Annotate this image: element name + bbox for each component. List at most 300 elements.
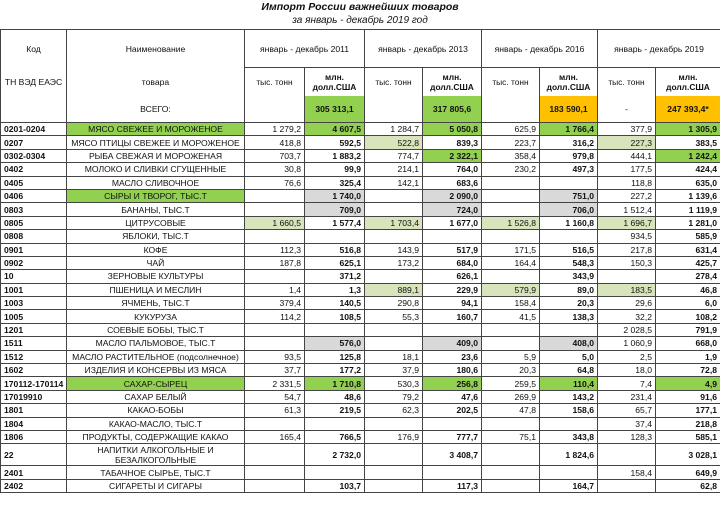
cell-2016-tons: 625,9	[482, 123, 540, 136]
cell-2011-tons: 187,8	[245, 256, 305, 269]
row-name: ЯБЛОКИ, ТЫС.Т	[67, 230, 245, 243]
page-title: Импорт России важнейших товаров	[261, 1, 459, 13]
cell-2019-tons: 150,3	[598, 256, 656, 269]
row-name: ПРОДУКТЫ, СОДЕРЖАЩИЕ КАКАО	[67, 430, 245, 443]
row-code: 1511	[1, 337, 67, 350]
cell-2019-usd: 668,0	[656, 337, 720, 350]
cell-2016-usd: 316,2	[540, 136, 598, 149]
table-row	[1, 256, 720, 269]
cell-2013-tons	[365, 323, 423, 336]
cell-2011-usd: 1 740,0	[305, 189, 365, 202]
total-2016-tons	[482, 96, 540, 123]
row-name: КУКУРУЗА	[67, 310, 245, 323]
cell-2016-tons: 158,4	[482, 297, 540, 310]
cell-2016-tons: 20,3	[482, 364, 540, 377]
cell-2016-usd: 89,0	[540, 283, 598, 296]
cell-2019-usd: 425,7	[656, 256, 720, 269]
table-row	[1, 163, 720, 176]
cell-2019-tons: 32,2	[598, 310, 656, 323]
cell-2019-tons: 444,1	[598, 149, 656, 162]
cell-2013-tons	[365, 270, 423, 283]
cell-2013-tons	[365, 417, 423, 430]
cell-2016-tons: 579,9	[482, 283, 540, 296]
cell-2011-usd	[305, 466, 365, 479]
row-name: МАСЛО РАСТИТЕЛЬНОЕ (подсолнечное)	[67, 350, 245, 363]
cell-2019-usd: 1 281,0	[656, 216, 720, 229]
cell-2016-tons	[482, 203, 540, 216]
cell-2019-usd: 1 305,9	[656, 123, 720, 136]
total-label: ВСЕГО:	[67, 96, 245, 123]
cell-2013-usd	[423, 230, 482, 243]
table-row	[1, 444, 720, 466]
cell-2016-usd: 343,8	[540, 430, 598, 443]
row-code: 0902	[1, 256, 67, 269]
cell-2016-usd: 706,0	[540, 203, 598, 216]
cell-2011-usd: 592,5	[305, 136, 365, 149]
row-name: ЧАЙ	[67, 256, 245, 269]
cell-2011-tons	[245, 417, 305, 430]
total-2016-usd: 183 590,1	[540, 96, 598, 123]
cell-2011-usd: 2 732,0	[305, 444, 365, 466]
cell-2013-tons	[365, 189, 423, 202]
cell-2019-usd: 424,4	[656, 163, 720, 176]
cell-2019-tons: 1 696,7	[598, 216, 656, 229]
cell-2013-usd: 229,9	[423, 283, 482, 296]
total-2011-tons	[245, 96, 305, 123]
table-row	[1, 430, 720, 443]
cell-2016-tons: 47,8	[482, 404, 540, 417]
cell-2016-usd: 110,4	[540, 377, 598, 390]
cell-2013-usd: 256,8	[423, 377, 482, 390]
cell-2011-usd: 4 607,5	[305, 123, 365, 136]
cell-2013-usd: 3 408,7	[423, 444, 482, 466]
cell-2013-usd: 764,0	[423, 163, 482, 176]
row-name: КАКАО-МАСЛО, ТЫС.Т	[67, 417, 245, 430]
unit-tons: тыс. тонн	[365, 68, 423, 96]
row-code: 0803	[1, 203, 67, 216]
cell-2019-tons: 37,4	[598, 417, 656, 430]
row-name: СОЕВЫЕ БОБЫ, ТЫС.Т	[67, 323, 245, 336]
table-row	[1, 189, 720, 202]
table-row	[1, 216, 720, 229]
cell-2011-tons	[245, 479, 305, 492]
cell-2013-usd: 47,6	[423, 390, 482, 403]
cell-2013-tons: 176,9	[365, 430, 423, 443]
row-name: МАСЛО ПАЛЬМОВОЕ, ТЫС.Т	[67, 337, 245, 350]
cell-2013-tons	[365, 203, 423, 216]
cell-2019-tons: 18,0	[598, 364, 656, 377]
row-code: 0808	[1, 230, 67, 243]
cell-2013-tons: 55,3	[365, 310, 423, 323]
cell-2016-tons	[482, 444, 540, 466]
cell-2013-tons: 214,1	[365, 163, 423, 176]
cell-2016-usd	[540, 466, 598, 479]
row-name: КАКАО-БОБЫ	[67, 404, 245, 417]
cell-2016-tons: 259,5	[482, 377, 540, 390]
table-row	[1, 350, 720, 363]
cell-2011-usd: 625,1	[305, 256, 365, 269]
row-name: РЫБА СВЕЖАЯ И МОРОЖЕНАЯ	[67, 149, 245, 162]
row-name: МЯСО ПТИЦЫ СВЕЖЕЕ И МОРОЖЕНОЕ	[67, 136, 245, 149]
cell-2019-usd: 177,1	[656, 404, 720, 417]
cell-2011-usd: 1,3	[305, 283, 365, 296]
cell-2019-usd: 383,5	[656, 136, 720, 149]
cell-2011-tons: 30,8	[245, 163, 305, 176]
unit-usd: млн. долл.США	[656, 68, 720, 96]
cell-2016-tons	[482, 230, 540, 243]
cell-2011-tons	[245, 466, 305, 479]
cell-2019-tons: 231,4	[598, 390, 656, 403]
cell-2013-usd: 409,0	[423, 337, 482, 350]
row-code: 1001	[1, 283, 67, 296]
cell-2011-usd: 516,8	[305, 243, 365, 256]
unit-usd: млн. долл.США	[423, 68, 482, 96]
row-code: 2402	[1, 479, 67, 492]
cell-2016-tons: 358,4	[482, 149, 540, 162]
table-row	[1, 466, 720, 479]
cell-2019-usd: 278,4	[656, 270, 720, 283]
cell-2019-tons	[598, 444, 656, 466]
row-name: ПШЕНИЦА И МЕСЛИН	[67, 283, 245, 296]
cell-2016-usd: 64,8	[540, 364, 598, 377]
row-code: 1602	[1, 364, 67, 377]
cell-2013-usd: 160,7	[423, 310, 482, 323]
unit-usd: млн. долл.США	[305, 68, 365, 96]
unit-tons: тыс. тонн	[245, 68, 305, 96]
cell-2013-usd: 180,6	[423, 364, 482, 377]
cell-2011-tons: 165,4	[245, 430, 305, 443]
table-row	[1, 297, 720, 310]
table-row	[1, 123, 720, 136]
cell-2019-tons	[598, 270, 656, 283]
import-table	[0, 29, 720, 493]
row-code: 0901	[1, 243, 67, 256]
total-2011-usd: 305 313,1	[305, 96, 365, 123]
cell-2013-usd: 117,3	[423, 479, 482, 492]
row-code: 17019910	[1, 390, 67, 403]
cell-2013-tons	[365, 479, 423, 492]
cell-2019-tons: 227,3	[598, 136, 656, 149]
table-row	[1, 149, 720, 162]
cell-2019-usd: 1 242,4	[656, 149, 720, 162]
total-2019-tons: -	[598, 96, 656, 123]
row-code: 1003	[1, 297, 67, 310]
cell-2019-usd: 1 139,6	[656, 189, 720, 202]
cell-2019-usd: 46,8	[656, 283, 720, 296]
cell-2013-usd: 94,1	[423, 297, 482, 310]
cell-2019-tons: 2 028,5	[598, 323, 656, 336]
cell-2016-usd: 497,3	[540, 163, 598, 176]
row-name: БАНАНЫ, ТЫС.Т	[67, 203, 245, 216]
cell-2011-tons: 1,4	[245, 283, 305, 296]
cell-2016-tons: 164,4	[482, 256, 540, 269]
cell-2019-tons: 1 512,4	[598, 203, 656, 216]
row-code: 1201	[1, 323, 67, 336]
cell-2016-tons: 171,5	[482, 243, 540, 256]
cell-2019-usd: 3 028,1	[656, 444, 720, 466]
cell-2016-usd: 1 766,4	[540, 123, 598, 136]
row-name: ЦИТРУСОВЫЕ	[67, 216, 245, 229]
cell-2016-usd: 548,3	[540, 256, 598, 269]
cell-2013-tons	[365, 230, 423, 243]
cell-2011-usd: 108,5	[305, 310, 365, 323]
cell-2011-tons	[245, 230, 305, 243]
cell-2011-tons: 61,3	[245, 404, 305, 417]
cell-2011-tons	[245, 270, 305, 283]
cell-2019-tons: 158,4	[598, 466, 656, 479]
cell-2011-tons	[245, 444, 305, 466]
cell-2019-usd: 4,9	[656, 377, 720, 390]
cell-2016-tons	[482, 466, 540, 479]
cell-2013-tons: 79,2	[365, 390, 423, 403]
row-code: 0405	[1, 176, 67, 189]
table-row	[1, 337, 720, 350]
cell-2016-tons	[482, 270, 540, 283]
cell-2013-usd	[423, 466, 482, 479]
cell-2011-tons: 379,4	[245, 297, 305, 310]
cell-2011-usd: 1 577,4	[305, 216, 365, 229]
table-row	[1, 390, 720, 403]
cell-2011-usd: 1 883,2	[305, 149, 365, 162]
cell-2011-tons: 114,2	[245, 310, 305, 323]
cell-2016-usd	[540, 176, 598, 189]
cell-2013-usd: 202,5	[423, 404, 482, 417]
cell-2011-tons: 54,7	[245, 390, 305, 403]
row-name: САХАР БЕЛЫЙ	[67, 390, 245, 403]
cell-2011-tons	[245, 323, 305, 336]
cell-2016-usd: 343,9	[540, 270, 598, 283]
cell-2019-usd: 1 119,9	[656, 203, 720, 216]
total-row	[1, 96, 720, 123]
cell-2016-tons: 230,2	[482, 163, 540, 176]
cell-2019-tons: 65,7	[598, 404, 656, 417]
cell-2013-usd: 517,9	[423, 243, 482, 256]
cell-2013-usd	[423, 323, 482, 336]
cell-2019-usd: 649,9	[656, 466, 720, 479]
unit-usd: млн. долл.США	[540, 68, 598, 96]
cell-2011-usd: 766,5	[305, 430, 365, 443]
cell-2013-usd: 684,0	[423, 256, 482, 269]
row-name: ИЗДЕЛИЯ И КОНСЕРВЫ ИЗ МЯСА	[67, 364, 245, 377]
cell-2013-tons	[365, 466, 423, 479]
cell-2016-usd: 20,3	[540, 297, 598, 310]
cell-2013-usd: 777,7	[423, 430, 482, 443]
cell-2013-tons	[365, 444, 423, 466]
cell-2016-tons	[482, 189, 540, 202]
row-name: ЯЧМЕНЬ, ТЫС.Т	[67, 297, 245, 310]
row-code: 2401	[1, 466, 67, 479]
cell-2013-tons: 173,2	[365, 256, 423, 269]
row-name: ЗЕРНОВЫЕ КУЛЬТУРЫ	[67, 270, 245, 283]
row-name: МОЛОКО И СЛИВКИ СГУЩЕННЫЕ	[67, 163, 245, 176]
cell-2011-tons	[245, 203, 305, 216]
cell-2016-usd: 408,0	[540, 337, 598, 350]
cell-2019-tons: 217,8	[598, 243, 656, 256]
cell-2013-tons: 62,3	[365, 404, 423, 417]
cell-2016-usd: 751,0	[540, 189, 598, 202]
row-name: МЯСО СВЕЖЕЕ И МОРОЖЕНОЕ	[67, 123, 245, 136]
cell-2011-tons: 1 660,5	[245, 216, 305, 229]
cell-2019-tons: 29,6	[598, 297, 656, 310]
cell-2019-tons: 934,5	[598, 230, 656, 243]
table-row	[1, 323, 720, 336]
cell-2011-tons: 418,8	[245, 136, 305, 149]
cell-2016-tons	[482, 323, 540, 336]
table-row	[1, 364, 720, 377]
cell-2016-usd: 138,3	[540, 310, 598, 323]
cell-2016-tons: 5,9	[482, 350, 540, 363]
cell-2016-usd: 979,8	[540, 149, 598, 162]
table-row	[1, 230, 720, 243]
cell-2013-tons: 889,1	[365, 283, 423, 296]
cell-2019-usd: 72,8	[656, 364, 720, 377]
cell-2019-usd: 6,0	[656, 297, 720, 310]
row-name: МАСЛО СЛИВОЧНОЕ	[67, 176, 245, 189]
cell-2019-usd: 635,0	[656, 176, 720, 189]
row-code: 1512	[1, 350, 67, 363]
row-name: СИГАРЕТЫ И СИГАРЫ	[67, 479, 245, 492]
table-row	[1, 283, 720, 296]
cell-2019-usd: 631,4	[656, 243, 720, 256]
cell-2016-usd: 5,0	[540, 350, 598, 363]
cell-2016-tons	[482, 176, 540, 189]
page-subtitle: за январь - декабрь 2019 год	[292, 15, 428, 26]
header-period-2019: январь - декабрь 2019	[598, 30, 720, 68]
cell-2011-tons: 112,3	[245, 243, 305, 256]
row-code: 1005	[1, 310, 67, 323]
cell-2011-tons: 37,7	[245, 364, 305, 377]
total-2013-usd: 317 805,6	[423, 96, 482, 123]
row-code: 0207	[1, 136, 67, 149]
cell-2011-usd: 219,5	[305, 404, 365, 417]
cell-2016-usd	[540, 417, 598, 430]
row-code: 0201-0204	[1, 123, 67, 136]
unit-tons: тыс. тонн	[482, 68, 540, 96]
cell-2019-tons: 183,5	[598, 283, 656, 296]
cell-2016-tons: 223,7	[482, 136, 540, 149]
total-2019-usd: 247 393,4*	[656, 96, 720, 123]
row-code: 1801	[1, 404, 67, 417]
cell-2011-usd	[305, 417, 365, 430]
cell-2019-usd: 585,9	[656, 230, 720, 243]
cell-2011-tons: 2 331,5	[245, 377, 305, 390]
cell-2016-tons: 75,1	[482, 430, 540, 443]
cell-2019-tons: 118,8	[598, 176, 656, 189]
row-code: 1804	[1, 417, 67, 430]
cell-2019-usd: 108,2	[656, 310, 720, 323]
cell-2011-usd: 576,0	[305, 337, 365, 350]
table-row	[1, 479, 720, 492]
cell-2011-tons	[245, 337, 305, 350]
cell-2019-usd: 91,6	[656, 390, 720, 403]
cell-2011-usd	[305, 230, 365, 243]
total-code-cell	[1, 96, 67, 123]
cell-2013-tons: 530,3	[365, 377, 423, 390]
cell-2011-usd: 1 710,8	[305, 377, 365, 390]
row-name: СЫРЫ И ТВОРОГ, ТЫС.Т	[67, 189, 245, 202]
cell-2011-usd: 103,7	[305, 479, 365, 492]
row-name: КОФЕ	[67, 243, 245, 256]
cell-2013-tons: 142,1	[365, 176, 423, 189]
cell-2013-tons: 1 284,7	[365, 123, 423, 136]
cell-2013-tons: 774,7	[365, 149, 423, 162]
row-name: НАПИТКИ АЛКОГОЛЬНЫЕ И БЕЗАЛКОГОЛЬНЫЕ	[67, 444, 245, 466]
cell-2016-usd: 143,2	[540, 390, 598, 403]
cell-2019-usd: 1,9	[656, 350, 720, 363]
cell-2019-usd: 585,1	[656, 430, 720, 443]
table-row	[1, 417, 720, 430]
unit-tons: тыс. тонн	[598, 68, 656, 96]
cell-2019-tons: 377,9	[598, 123, 656, 136]
row-code: 10	[1, 270, 67, 283]
cell-2019-tons: 227,2	[598, 189, 656, 202]
cell-2016-usd	[540, 230, 598, 243]
cell-2016-tons	[482, 337, 540, 350]
cell-2011-usd: 709,0	[305, 203, 365, 216]
cell-2013-usd: 2 322,1	[423, 149, 482, 162]
cell-2011-tons: 703,7	[245, 149, 305, 162]
header-period-2016: январь - декабрь 2016	[482, 30, 598, 68]
table-row	[1, 243, 720, 256]
cell-2011-tons: 76,6	[245, 176, 305, 189]
cell-2013-usd: 5 050,8	[423, 123, 482, 136]
cell-2016-tons: 269,9	[482, 390, 540, 403]
cell-2011-usd	[305, 323, 365, 336]
header-code-top: Код	[1, 30, 67, 68]
cell-2016-usd: 158,6	[540, 404, 598, 417]
cell-2013-usd: 626,1	[423, 270, 482, 283]
cell-2011-tons	[245, 189, 305, 202]
header-name-bottom: товара	[67, 68, 245, 96]
cell-2019-tons	[598, 479, 656, 492]
cell-2019-tons: 2,5	[598, 350, 656, 363]
cell-2013-usd: 724,0	[423, 203, 482, 216]
row-code: 0402	[1, 163, 67, 176]
row-code: 22	[1, 444, 67, 466]
cell-2011-usd: 140,5	[305, 297, 365, 310]
cell-2011-usd: 48,6	[305, 390, 365, 403]
total-2013-tons	[365, 96, 423, 123]
table-row	[1, 203, 720, 216]
cell-2019-usd: 62,8	[656, 479, 720, 492]
cell-2013-tons: 143,9	[365, 243, 423, 256]
cell-2019-tons: 1 060,9	[598, 337, 656, 350]
row-code: 0805	[1, 216, 67, 229]
cell-2013-tons: 1 703,4	[365, 216, 423, 229]
cell-2013-tons	[365, 337, 423, 350]
cell-2019-tons: 128,3	[598, 430, 656, 443]
cell-2011-tons: 93,5	[245, 350, 305, 363]
header-period-2013: январь - декабрь 2013	[365, 30, 482, 68]
cell-2016-usd	[540, 323, 598, 336]
cell-2011-usd: 99,9	[305, 163, 365, 176]
row-code: 0302-0304	[1, 149, 67, 162]
cell-2011-usd: 125,8	[305, 350, 365, 363]
cell-2016-usd: 1 824,6	[540, 444, 598, 466]
cell-2011-usd: 325,4	[305, 176, 365, 189]
cell-2013-tons: 37,9	[365, 364, 423, 377]
cell-2011-tons: 1 279,2	[245, 123, 305, 136]
cell-2013-usd: 23,6	[423, 350, 482, 363]
table-row	[1, 136, 720, 149]
cell-2013-tons: 18,1	[365, 350, 423, 363]
cell-2016-tons	[482, 417, 540, 430]
row-code: 0406	[1, 189, 67, 202]
table-row	[1, 310, 720, 323]
table-row	[1, 270, 720, 283]
cell-2013-usd	[423, 417, 482, 430]
cell-2013-usd: 2 090,0	[423, 189, 482, 202]
